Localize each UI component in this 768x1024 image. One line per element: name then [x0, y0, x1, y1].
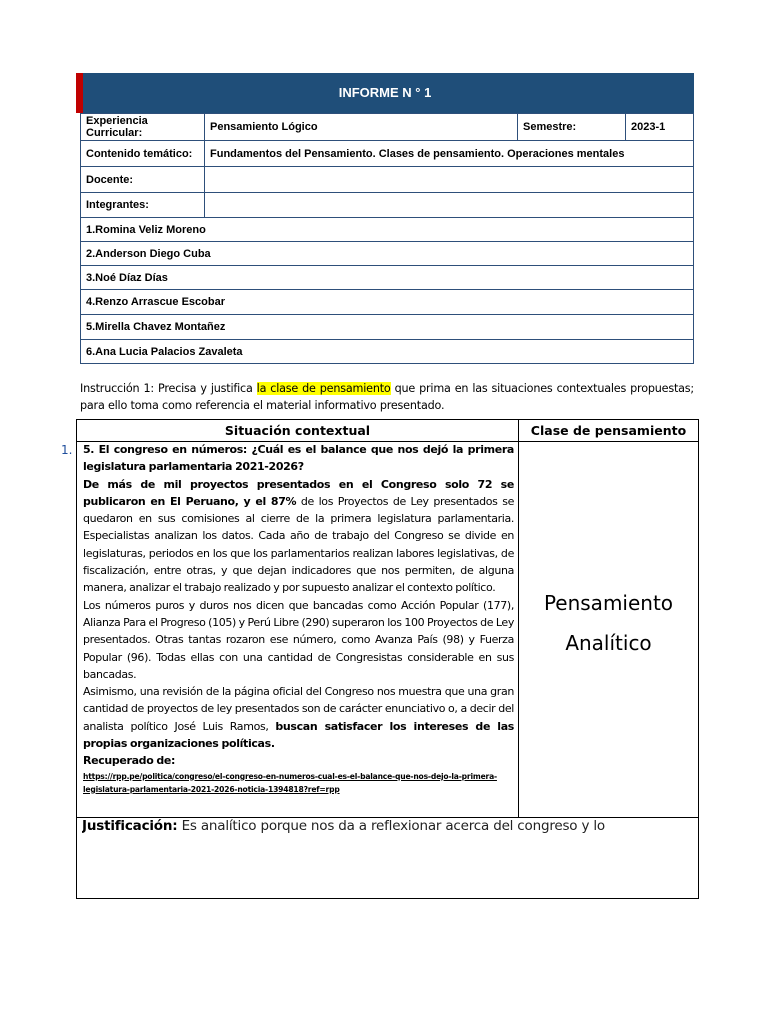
docente-value: [205, 167, 694, 193]
justification: [82, 818, 694, 834]
justification-label: Justificación:: [82, 818, 178, 834]
justification-text: Es analítico porque nos da a reflexionar acerca del congreso y lo: [177, 818, 605, 834]
docente-label: Docente:: [81, 167, 205, 193]
situation-paragraph-3: [83, 683, 514, 752]
situation-p3-start: Asimismo, una revisión de la página oficial del Congreso nos muestra que una gran cantidad de proyectos de ley presentados son de carácter enunciativo o, a decir del analista político José Luis Ramos,: [83, 685, 514, 733]
situation-paragraph-1: [83, 476, 514, 597]
member-row: 5.Mirella Chavez Montañez: [81, 315, 694, 340]
instruction-highlight: la clase de pensamiento: [256, 382, 391, 395]
thinking-class-answer: [518, 583, 699, 663]
integrantes-label: Integrantes:: [81, 193, 205, 218]
item-number: 1.: [61, 443, 73, 457]
member-row: 6.Ana Lucia Palacios Zavaleta: [81, 340, 694, 364]
instruction-after: que prima en las situaciones contextuales propuestas; para ello toma como referencia el material informativo presentado.: [80, 382, 694, 412]
situation-p1-rest: de los Proyectos de Ley presentados se quedaron en sus comisiones al cierre de la primera legislatura parlamentaria. Especialistas analizan los datos. Cada año de trabajo del Congreso se divide en legislaturas, periodos en los que los parlamentarios realizan labores legislativas, de fiscalización, entre otras, y que dejan indicadores que nos permiten, de alguna manera, analizar el trabajo realizado y por supuesto analizar el contexto político.: [83, 494, 514, 595]
member-row: 3.Noé Díaz Días: [81, 266, 694, 290]
contenido-value: Fundamentos del Pensamiento. Clases de pensamiento. Operaciones mentales: [205, 141, 694, 167]
recuperado-label: Recuperado de:: [83, 754, 176, 768]
situation-p1-bold: De más de mil proyectos presentados en el Congreso solo 72 se publicaron en El Peruano, y el 87%: [83, 477, 514, 508]
source-link[interactable]: https://rpp.pe/politica/congreso/el-congreso-en-numeros-cual-es-el-balance-que-nos-dejo-la-primera-legislatura-parlamentaria-2021-2026-noticia-1394818?ref=rpp: [83, 771, 497, 794]
semestre-value: 2023-1: [626, 114, 694, 141]
answer-line-1: Pensamiento: [543, 591, 674, 615]
report-header: [76, 73, 694, 113]
member-row: 4.Renzo Arrascue Escobar: [81, 290, 694, 315]
col-header-situacion: Situación contextual: [224, 423, 371, 438]
situation-paragraph-2: Los números puros y duros nos dicen que bancadas como Acción Popular (177), Alianza Para el Progreso (105) y Perú Libre (290) superaron los 100 Proyectos de Ley presentados. Otras tantas rozaron ese número, como Avanza País (98) y Fuerza Popular (96). Todas ellas con una cantidad de Congresistas considerable en sus bancadas.: [83, 598, 514, 681]
contenido-label: Contenido temático:: [81, 141, 205, 167]
member-row: 1.Romina Veliz Moreno: [81, 218, 694, 242]
experiencia-label: Experiencia Curricular:: [81, 114, 205, 141]
member-row: 2.Anderson Diego Cuba: [81, 242, 694, 266]
integrantes-value: [205, 193, 694, 218]
col-header-clase: Clase de pensamiento: [530, 423, 687, 438]
experiencia-value: Pensamiento Lógico: [205, 114, 518, 141]
report-title: INFORME N ° 1: [338, 85, 432, 100]
situation-p3-bold: buscan satisfacer los intereses de las propias organizaciones políticas.: [83, 719, 514, 751]
instruction-text: [80, 380, 694, 414]
answer-line-2: Analítico: [565, 631, 652, 655]
info-table: [80, 113, 694, 364]
situation-text: [83, 441, 514, 796]
situation-question: 5. El congreso en números: ¿Cuál es el balance que nos dejó la primera legislatura parlamentaria 2021-2026?: [83, 443, 514, 474]
semestre-label: Semestre:: [518, 114, 626, 141]
instruction-before: Instrucción 1: Precisa y justifica: [80, 382, 257, 395]
